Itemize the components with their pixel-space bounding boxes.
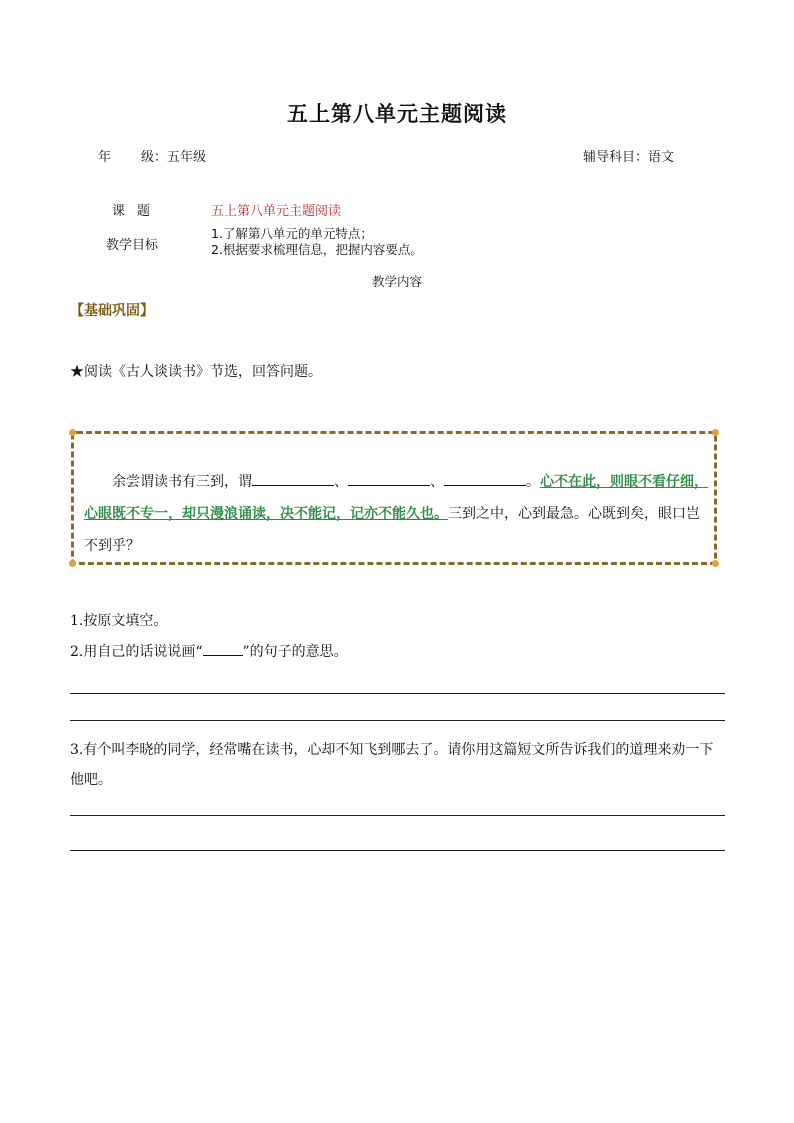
goals-list	[211, 226, 423, 258]
passage-sep: 、	[334, 474, 348, 490]
grade-label-a: 年	[98, 150, 112, 165]
topic-value: 五上第八单元主题阅读	[211, 204, 342, 219]
answer-line[interactable]	[70, 720, 725, 721]
topic-label: 课题	[112, 204, 163, 219]
passage-start: 余尝谓读书有三到，谓	[112, 474, 252, 490]
goals-label: 教学目标	[106, 238, 159, 253]
frame-corner-dot	[712, 429, 719, 436]
underlined-sentence: 心不在此，则眼不看仔细，心眼既不专一，却只漫浪诵读，决不能记，记亦不能久也。	[84, 474, 708, 522]
fill-blank-2[interactable]	[348, 471, 430, 486]
fill-blank-1[interactable]	[252, 471, 334, 486]
goal-item: 2.根据要求梳理信息，把握内容要点。	[211, 242, 423, 257]
passage-rest: 三到之中，心到最急。心既到矣，眼口岂不到乎？	[84, 506, 700, 554]
question-2-part-a: 2.用自己的话说说画“	[70, 644, 203, 660]
question-2-part-b: ”的句子的意思。	[242, 644, 348, 660]
question-2	[70, 641, 348, 661]
question-1: 1.按原文填空。	[70, 613, 168, 629]
passage-sep: 、	[430, 474, 444, 490]
answer-line[interactable]	[70, 815, 725, 816]
answer-line[interactable]	[70, 850, 725, 851]
subject-value: 语文	[647, 150, 674, 165]
grade-label-b: 级：	[141, 150, 168, 165]
frame-corner-dot	[712, 560, 719, 567]
passage-text	[84, 466, 712, 562]
grade-field	[98, 146, 206, 165]
question-2-underline-sample	[203, 643, 243, 656]
frame-corner-dot	[69, 429, 76, 436]
question-3: 3.有个叫李晓的同学，经常嘴在读书，心却不知飞到哪去了。请你用这篇短文所告诉我们的道理来劝一下他吧。	[70, 742, 714, 788]
goal-item: 1.了解第八单元的单元特点；	[211, 226, 373, 241]
fill-blank-3[interactable]	[444, 471, 526, 486]
answer-line[interactable]	[70, 693, 725, 694]
section-heading: 【基础巩固】	[70, 303, 154, 319]
subject-field	[583, 146, 674, 165]
frame-corner-dot	[69, 560, 76, 567]
passage-end-mark: 。	[526, 474, 540, 490]
grade-value: 五年级	[167, 150, 207, 165]
reading-instruction: ★阅读《古人谈读书》节选，回答问题。	[70, 364, 322, 380]
content-heading: 教学内容	[371, 274, 422, 289]
subject-label: 辅导科目：	[582, 150, 648, 165]
page-title: 五上第八单元主题阅读	[287, 102, 507, 126]
